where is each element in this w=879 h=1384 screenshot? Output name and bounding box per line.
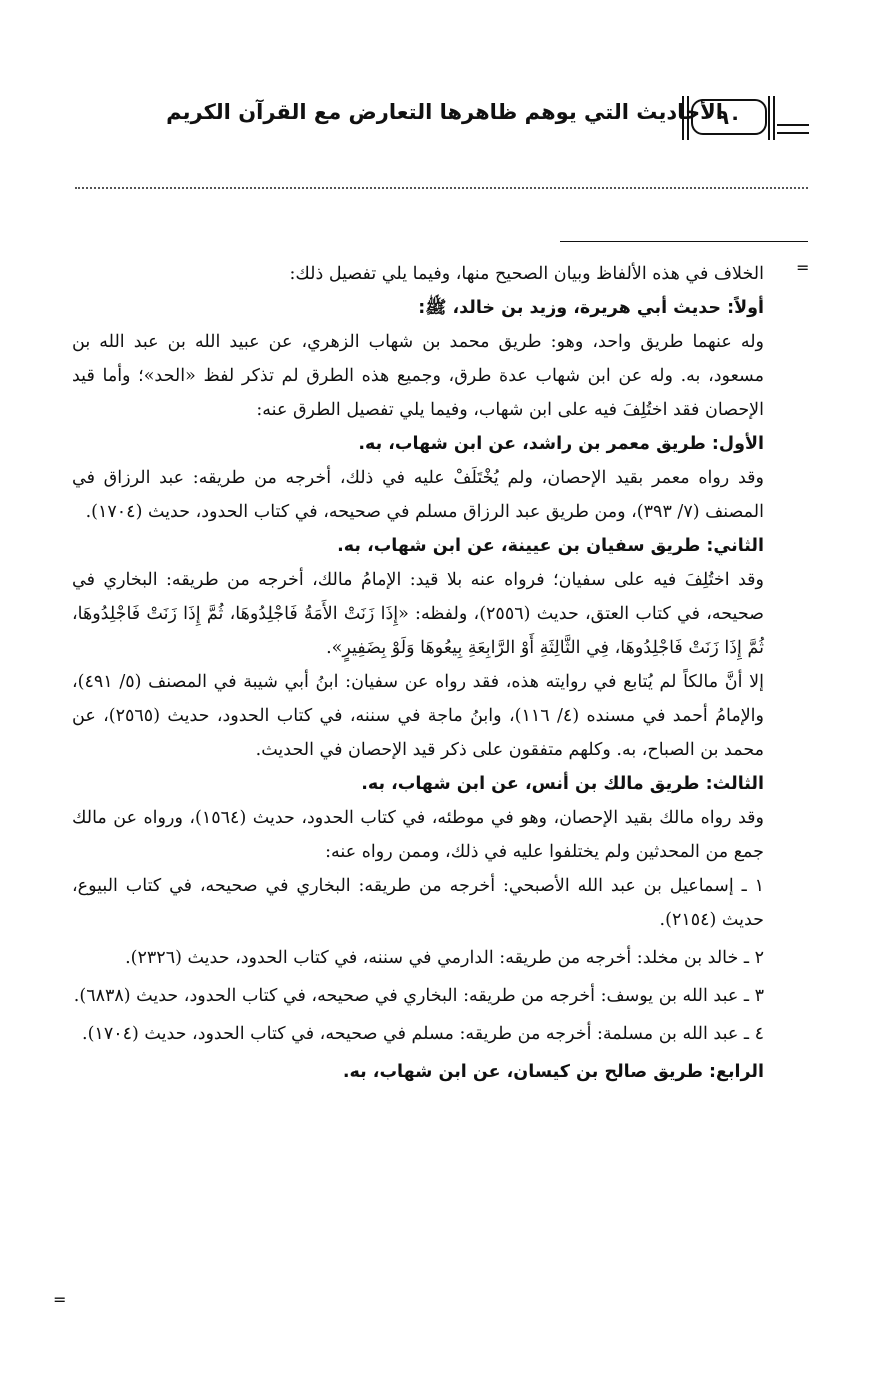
footnote-rule xyxy=(560,241,808,242)
continuation-mark-bottom: = xyxy=(53,1290,67,1309)
paragraph: الخلاف في هذه الألفاظ وبيان الصحيح منها، وفيما يلي تفصيل ذلك: xyxy=(289,264,764,284)
list-item: ٤ ـ عبد الله بن مسلمة: أخرجه من طريقه: مسلم في صحيحه، في كتاب الحدود، حديث (١٧٠٤). xyxy=(82,1024,764,1044)
page-number: ٩٠ xyxy=(691,99,767,135)
subsection-heading: الأول: طريق معمر بن راشد، عن ابن شهاب، به. xyxy=(358,434,764,454)
continuation-mark-top: = xyxy=(796,258,810,277)
header-rule-left xyxy=(682,96,689,140)
subsection-heading: الثاني: طريق سفيان بن عيينة، عن ابن شهاب، به. xyxy=(337,536,764,556)
dotted-separator xyxy=(75,187,808,189)
header-title: الأحاديث التي يوهم ظاهرها التعارض مع القرآن الكريم xyxy=(166,100,723,124)
header-double-line xyxy=(777,124,809,134)
paragraph: وقد اختُلِفَ فيه على سفيان؛ فرواه عنه بلا قيد: الإمامُ مالك، أخرجه من طريقه: البخاري في صحيحه، في كتاب العتق، حديث (٢٥٥٦)، ولفظه: «إِذَا زَنَتْ الأَمَةُ فَاجْلِدُوهَا، ثُمَّ إِذَا زَنَتْ فَاجْلِدُوهَا، ثُمَّ إِذَا زَنَتْ فَاجْلِدُوهَا، فِي الثَّالِثَةِ أَوْ الرَّابِعَةِ بِيعُوهَا وَلَوْ بِضَفِيرٍ». xyxy=(72,570,764,658)
paragraph: وقد رواه مالك بقيد الإحصان، وهو في موطئه، في كتاب الحدود، حديث (١٥٦٤)، ورواه عن مالك جمع من المحدثين ولم يختلفوا عليه في ذلك، وممن رواه عنه: xyxy=(72,808,764,862)
footnote-text xyxy=(72,257,764,1089)
section-heading: أولاً: حديث أبي هريرة، وزيد بن خالد، ﷺ: xyxy=(418,298,764,318)
subsection-heading: الرابع: طريق صالح بن كيسان، عن ابن شهاب، به. xyxy=(342,1062,764,1082)
paragraph: وقد رواه معمر بقيد الإحصان، ولم يُخْتَلَفْ عليه في ذلك، أخرجه من طريقه: عبد الرزاق في المصنف (٧/ ٣٩٣)، ومن طريق عبد الرزاق مسلم في صحيحه، في كتاب الحدود، حديث (١٧٠٤). xyxy=(72,468,764,522)
subsection-heading: الثالث: طريق مالك بن أنس، عن ابن شهاب، به. xyxy=(361,774,764,794)
paragraph: إلا أنَّ مالكاً لم يُتابع في روايته هذه، فقد رواه عن سفيان: ابنُ أبي شيبة في المصنف (٥/ ٤٩١)، والإمامُ أحمد في مسنده (٤/ ١١٦)، وابنُ ماجة في سننه، في كتاب الحدود، حديث (٢٥٦٥)، عن محمد بن الصباح، به. وكلهم متفقون على ذكر قيد الإحصان في الحديث. xyxy=(72,672,764,760)
header-rule-right xyxy=(768,96,775,140)
paragraph: وله عنهما طريق واحد، وهو: طريق محمد بن شهاب الزهري، عن عبيد الله بن عبد الله بن مسعود، به. وله عن ابن شهاب عدة طرق، وجميع هذه الطرق لم تذكر لفظ «الحد»؛ وأما قيد الإحصان فقد اختُلِفَ فيه على ابن شهاب، وفيما يلي تفصيل الطرق عنه: xyxy=(72,332,764,420)
list-item: ٣ ـ عبد الله بن يوسف: أخرجه من طريقه: البخاري في صحيحه، في كتاب الحدود، حديث (٦٨٣٨). xyxy=(73,986,764,1006)
list-item: ١ ـ إسماعيل بن عبد الله الأصبحي: أخرجه من طريقه: البخاري في صحيحه، في كتاب البيوع، حديث (٢١٥٤). xyxy=(72,876,764,930)
running-header xyxy=(0,96,879,146)
list-item: ٢ ـ خالد بن مخلد: أخرجه من طريقه: الدارمي في سننه، في كتاب الحدود، حديث (٢٣٢٦). xyxy=(125,948,764,968)
